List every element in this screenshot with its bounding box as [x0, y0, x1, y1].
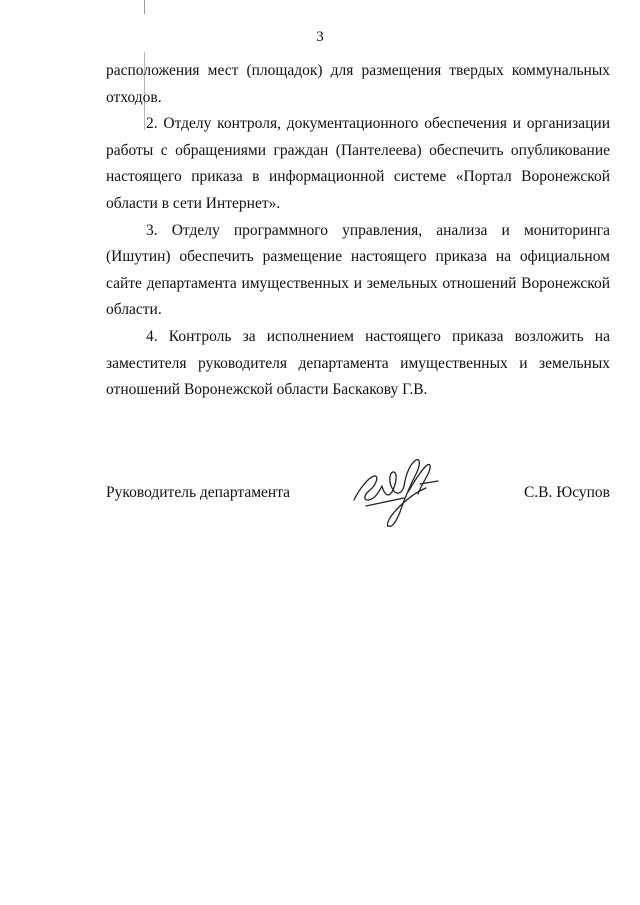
- page-number: 3: [316, 29, 324, 45]
- scan-artifact-line: [144, 0, 145, 14]
- paragraph-continuation: расположения мест (площадок) для размещения твердых коммунальных отходов.: [106, 62, 610, 106]
- paragraph-item-3: 3. Отделу программного управления, анализа и мониторинга (Ишутин) обеспечить размещение настоящего приказа на официальном сайте департамента имущественных и земельных отношений Воронежской области.: [106, 221, 610, 319]
- handwritten-signature-icon: [346, 448, 446, 532]
- paragraph-item-4: 4. Контроль за исполнением настоящего приказа возложить на заместителя руководителя департамента имущественных и земельных отношений Воронежской области Баскакову Г.В.: [106, 327, 610, 399]
- document-body: [106, 58, 610, 404]
- signatory-position: Руководитель департамента: [106, 484, 291, 501]
- paragraph-item-2: 2. Отделу контроля, документационного обеспечения и организации работы с обращениями граждан (Пантелеева) обеспечить опубликование настоящего приказа в информационной системе «Портал Воронежской области в сети Интернет».: [106, 115, 610, 212]
- signatory-name: С.В. Юсупов: [523, 484, 610, 501]
